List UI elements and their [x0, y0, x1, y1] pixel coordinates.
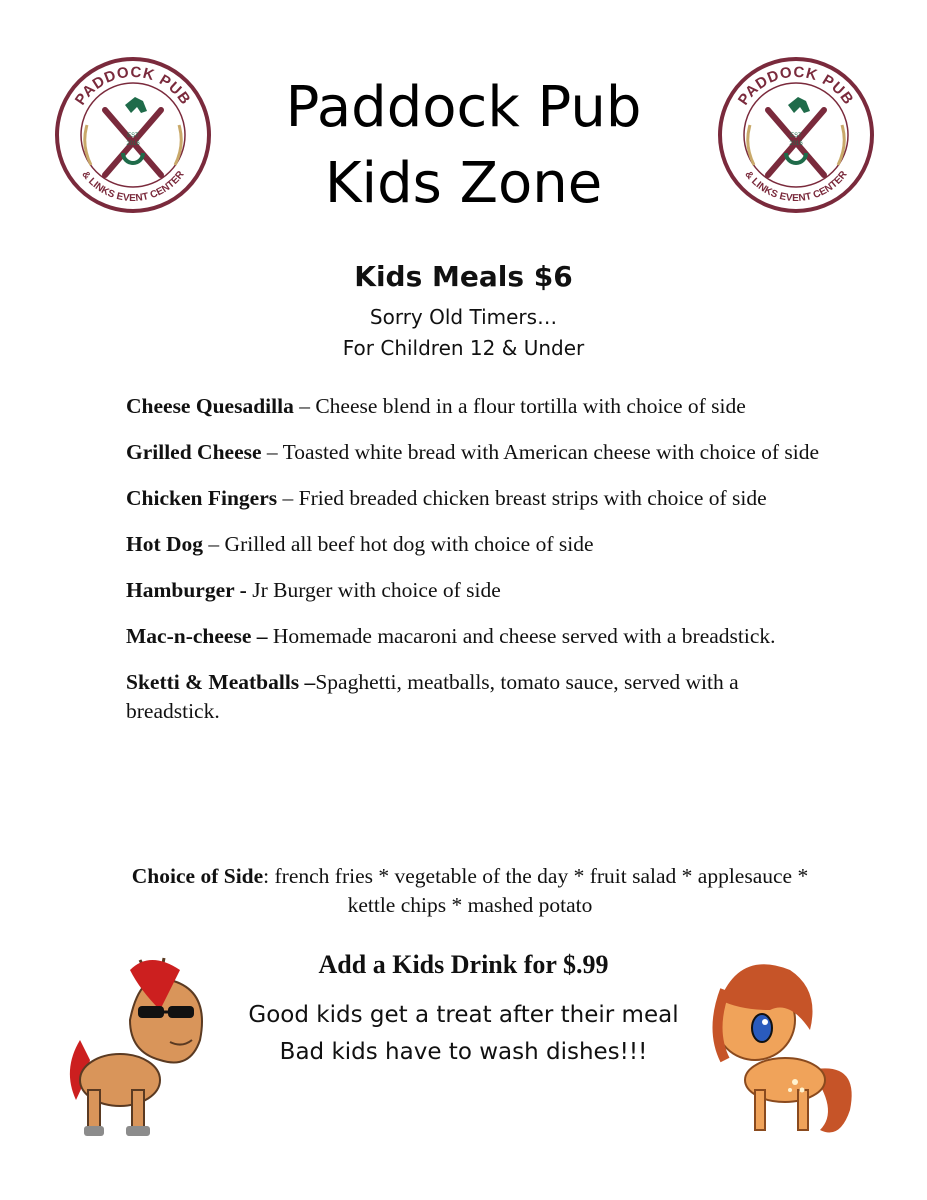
good-kids-line: Good kids get a treat after their meal	[248, 1002, 679, 1028]
page-title	[200, 70, 727, 222]
menu-item	[126, 438, 826, 467]
svg-text:EST: EST	[127, 133, 139, 139]
svg-text:& LINKS EVENT CENTER: & LINKS EVENT CENTER	[742, 169, 850, 205]
svg-text:2016: 2016	[789, 141, 803, 147]
menu-item-name: Grilled Cheese	[126, 440, 262, 464]
menu-item-desc: Homemade macaroni and cheese served with a breadstick.	[267, 624, 776, 648]
sorry-old-timers: Sorry Old Timers…	[369, 305, 558, 329]
svg-text:PADDOCK PUB: PADDOCK PUB	[71, 63, 195, 109]
age-limit: For Children 12 & Under	[342, 336, 585, 360]
kids-drink-offer: Add a Kids Drink for $.99	[318, 950, 609, 979]
side-list: : french fries * vegetable of the day * fruit salad * applesauce * kettle chips * mashed potato	[263, 864, 809, 917]
bad-kids-line: Bad kids have to wash dishes!!!	[279, 1039, 648, 1065]
menu-item-name: Mac-n-cheese –	[126, 624, 268, 648]
title-line-2: Kids Zone	[324, 151, 603, 216]
kids-meals-heading: Kids Meals $6	[354, 260, 573, 293]
paddock-pub-logo-right	[716, 55, 876, 215]
svg-text:2016: 2016	[126, 141, 140, 147]
title-line-1: Paddock Pub	[285, 75, 642, 140]
menu-item-desc: – Fried breaded chicken breast strips with choice of side	[277, 486, 767, 510]
menu-item	[126, 530, 826, 559]
svg-text:PADDOCK PUB: PADDOCK PUB	[734, 63, 858, 109]
menu-item	[126, 576, 826, 605]
cool-horse-illustration	[60, 950, 220, 1150]
menu-item	[126, 622, 826, 651]
pony-illustration	[700, 950, 870, 1140]
menu-item	[126, 392, 826, 421]
side-label: Choice of Side	[131, 864, 264, 888]
svg-text:& LINKS EVENT CENTER: & LINKS EVENT CENTER	[79, 169, 187, 205]
menu-item	[126, 668, 826, 726]
menu-item-name: Cheese Quesadilla	[126, 394, 294, 418]
paddock-pub-logo-left	[53, 55, 213, 215]
menu-item-desc: Jr Burger with choice of side	[246, 578, 501, 602]
svg-text:EST: EST	[790, 133, 802, 139]
menu-item-name: Sketti & Meatballs –	[126, 670, 316, 694]
menu-item-desc: – Grilled all beef hot dog with choice of side	[203, 532, 594, 556]
menu-item-desc: – Toasted white bread with American cheese with choice of side	[261, 440, 820, 464]
menu-item-desc: Spaghetti, meatballs, tomato sauce, served with a breadstick.	[126, 670, 739, 723]
choice-of-side	[120, 862, 820, 920]
menu-item-name: Hot Dog	[126, 532, 204, 556]
menu-item-name: Hamburger -	[126, 578, 247, 602]
menu-item-name: Chicken Fingers	[126, 486, 278, 510]
menu-list	[126, 392, 826, 743]
menu-item-desc: – Cheese blend in a flour tortilla with choice of side	[293, 394, 746, 418]
menu-item	[126, 484, 826, 513]
